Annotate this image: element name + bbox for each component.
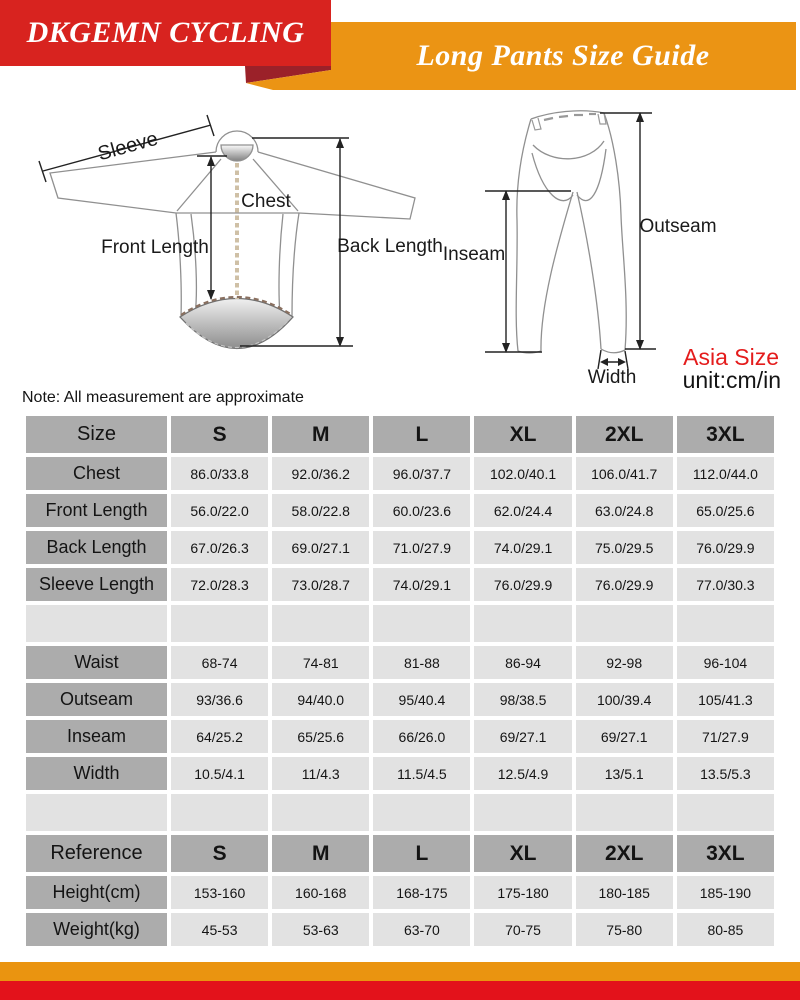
value-cell: 2XL — [576, 835, 673, 872]
row-header-cell: Inseam — [26, 720, 167, 753]
value-cell: XL — [474, 416, 571, 453]
value-cell: 185-190 — [677, 876, 774, 909]
footer-orange-stripe — [0, 962, 800, 981]
row-header-cell: Height(cm) — [26, 876, 167, 909]
value-cell: 75-80 — [576, 913, 673, 946]
value-cell — [576, 605, 673, 642]
table-row — [26, 531, 774, 564]
value-cell: M — [272, 416, 369, 453]
value-cell — [373, 794, 470, 831]
value-cell: 81-88 — [373, 646, 470, 679]
value-cell — [474, 794, 571, 831]
value-cell: 105/41.3 — [677, 683, 774, 716]
value-cell: 58.0/22.8 — [272, 494, 369, 527]
value-cell: L — [373, 835, 470, 872]
value-cell: 153-160 — [171, 876, 268, 909]
row-header-cell: Waist — [26, 646, 167, 679]
table-row — [26, 835, 774, 872]
value-cell: 71/27.9 — [677, 720, 774, 753]
outseam-label: Outseam — [639, 216, 717, 237]
brand-name: DKGEMN CYCLING — [26, 16, 305, 49]
value-cell — [171, 794, 268, 831]
table-row — [26, 568, 774, 601]
row-header-cell: Reference — [26, 835, 167, 872]
value-cell — [677, 794, 774, 831]
table-row — [26, 720, 774, 753]
value-cell: 69/27.1 — [576, 720, 673, 753]
value-cell — [171, 605, 268, 642]
value-cell: 96.0/37.7 — [373, 457, 470, 490]
row-header-cell: Chest — [26, 457, 167, 490]
value-cell: 75.0/29.5 — [576, 531, 673, 564]
value-cell: 60.0/23.6 — [373, 494, 470, 527]
value-cell: 45-53 — [171, 913, 268, 946]
table-row — [26, 913, 774, 946]
table-row — [26, 605, 774, 642]
table-row — [26, 646, 774, 679]
value-cell — [272, 605, 369, 642]
region-label: Asia Size — [683, 344, 779, 370]
value-cell: 71.0/27.9 — [373, 531, 470, 564]
footer-red-stripe — [0, 981, 800, 1000]
value-cell: 65.0/25.6 — [677, 494, 774, 527]
row-header-cell — [26, 605, 167, 642]
table-row — [26, 757, 774, 790]
row-header-cell: Outseam — [26, 683, 167, 716]
value-cell — [272, 794, 369, 831]
value-cell: 74.0/29.1 — [474, 531, 571, 564]
value-cell: 70-75 — [474, 913, 571, 946]
value-cell: 96-104 — [677, 646, 774, 679]
value-cell: 69.0/27.1 — [272, 531, 369, 564]
table-row — [26, 494, 774, 527]
value-cell: 11/4.3 — [272, 757, 369, 790]
value-cell: 10.5/4.1 — [171, 757, 268, 790]
chest-label: Chest — [241, 191, 291, 212]
value-cell: 56.0/22.0 — [171, 494, 268, 527]
inseam-label: Inseam — [442, 244, 506, 265]
row-header-cell: Front Length — [26, 494, 167, 527]
value-cell: 94/40.0 — [272, 683, 369, 716]
value-cell: S — [171, 416, 268, 453]
value-cell: 86.0/33.8 — [171, 457, 268, 490]
value-cell: 64/25.2 — [171, 720, 268, 753]
row-header-cell — [26, 794, 167, 831]
value-cell: 160-168 — [272, 876, 369, 909]
value-cell: 92.0/36.2 — [272, 457, 369, 490]
value-cell: 62.0/24.4 — [474, 494, 571, 527]
row-header-cell: Weight(kg) — [26, 913, 167, 946]
value-cell: 80-85 — [677, 913, 774, 946]
value-cell: 63-70 — [373, 913, 470, 946]
value-cell: 76.0/29.9 — [576, 568, 673, 601]
value-cell: 3XL — [677, 835, 774, 872]
value-cell: 76.0/29.9 — [677, 531, 774, 564]
value-cell: 102.0/40.1 — [474, 457, 571, 490]
value-cell: 63.0/24.8 — [576, 494, 673, 527]
value-cell: 168-175 — [373, 876, 470, 909]
value-cell: 73.0/28.7 — [272, 568, 369, 601]
value-cell: 13.5/5.3 — [677, 757, 774, 790]
title-banner — [330, 22, 796, 90]
value-cell: 11.5/4.5 — [373, 757, 470, 790]
value-cell: 2XL — [576, 416, 673, 453]
table-row — [26, 457, 774, 490]
value-cell: 98/38.5 — [474, 683, 571, 716]
row-header-cell: Size — [26, 416, 167, 453]
ribbon-fold — [245, 66, 331, 90]
table-row — [26, 683, 774, 716]
value-cell — [474, 605, 571, 642]
pants-measure-lines — [485, 112, 656, 369]
value-cell: 93/36.6 — [171, 683, 268, 716]
value-cell: 180-185 — [576, 876, 673, 909]
value-cell: 86-94 — [474, 646, 571, 679]
value-cell: 72.0/28.3 — [171, 568, 268, 601]
value-cell: 100/39.4 — [576, 683, 673, 716]
width-label: Width — [587, 367, 637, 388]
size-table — [22, 412, 778, 950]
value-cell: S — [171, 835, 268, 872]
value-cell: 53-63 — [272, 913, 369, 946]
brand-banner — [0, 0, 331, 66]
value-cell: 92-98 — [576, 646, 673, 679]
value-cell: XL — [474, 835, 571, 872]
row-header-cell: Width — [26, 757, 167, 790]
value-cell: 95/40.4 — [373, 683, 470, 716]
page-title: Long Pants Size Guide — [416, 39, 710, 72]
back-length-label: Back Length — [337, 236, 443, 257]
value-cell: 175-180 — [474, 876, 571, 909]
row-header-cell: Sleeve Length — [26, 568, 167, 601]
table-row — [26, 794, 774, 831]
value-cell: 74-81 — [272, 646, 369, 679]
value-cell: 68-74 — [171, 646, 268, 679]
size-table-body — [26, 416, 774, 946]
value-cell: 67.0/26.3 — [171, 531, 268, 564]
value-cell: 106.0/41.7 — [576, 457, 673, 490]
front-length-label: Front Length — [101, 237, 209, 258]
value-cell: M — [272, 835, 369, 872]
value-cell: 3XL — [677, 416, 774, 453]
value-cell — [576, 794, 673, 831]
value-cell: 66/26.0 — [373, 720, 470, 753]
value-cell: 112.0/44.0 — [677, 457, 774, 490]
note-text: Note: All measurement are approximate — [22, 389, 304, 406]
value-cell: L — [373, 416, 470, 453]
value-cell: 69/27.1 — [474, 720, 571, 753]
sleeve-label: Sleeve — [95, 127, 161, 166]
table-row — [26, 876, 774, 909]
value-cell: 76.0/29.9 — [474, 568, 571, 601]
pants-outline — [516, 111, 626, 353]
value-cell: 12.5/4.9 — [474, 757, 571, 790]
value-cell: 13/5.1 — [576, 757, 673, 790]
row-header-cell: Back Length — [26, 531, 167, 564]
unit-label: unit:cm/in — [682, 367, 781, 393]
value-cell: 77.0/30.3 — [677, 568, 774, 601]
value-cell — [677, 605, 774, 642]
table-row — [26, 416, 774, 453]
value-cell: 74.0/29.1 — [373, 568, 470, 601]
value-cell — [373, 605, 470, 642]
value-cell: 65/25.6 — [272, 720, 369, 753]
